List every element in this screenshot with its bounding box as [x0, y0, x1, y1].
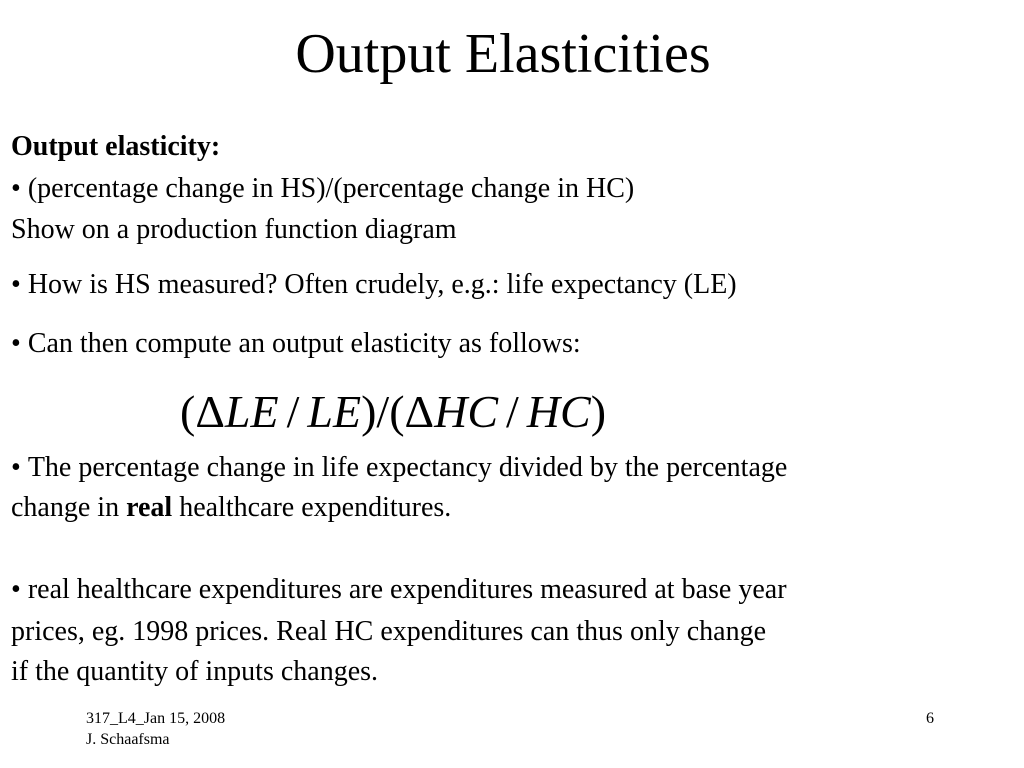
bullet-compute — [11, 324, 1001, 364]
footer-course: 317_L4_Jan 15, 2008 — [86, 710, 226, 727]
section-heading: Output elasticity: — [11, 131, 221, 162]
bullet-marker: • — [11, 328, 21, 359]
bullet-marker: • — [11, 173, 21, 204]
compute-text: Can then compute an output elasticity as follows: — [27, 328, 581, 359]
percentage-change-continuation — [11, 488, 1001, 528]
bullet-measurement — [11, 265, 1001, 305]
formula-open-paren: ( — [389, 386, 405, 437]
bullet-real-expenditures — [11, 570, 1001, 610]
bullet-marker: • — [11, 452, 21, 483]
formula-var-le: LE — [224, 386, 279, 437]
page-number: 6 — [926, 710, 934, 727]
diagram-note: Show on a production function diagram — [11, 214, 457, 245]
formula-var-le: LE — [307, 386, 362, 437]
definition-text: (percentage change in HS)/(percentage change in HC) — [27, 173, 635, 204]
bullet-definition — [11, 169, 1001, 209]
percentage-change-text: The percentage change in life expectancy divided by the percentage — [27, 452, 788, 483]
real-expenditures-text: real healthcare expenditures are expenditures measured at base year — [27, 574, 787, 605]
footer-info — [86, 708, 225, 750]
formula-slash: / — [506, 386, 519, 437]
real-expenditures-line-2: prices, eg. 1998 prices. Real HC expenditures can thus only change — [11, 616, 767, 647]
bullet-marker: • — [11, 269, 21, 300]
emphasis-real: real — [126, 492, 173, 523]
continuation-post: healthcare expenditures. — [172, 492, 452, 523]
formula-open-paren: ( — [180, 386, 196, 437]
formula-close-paren: ) — [590, 386, 607, 437]
formula-delta: Δ — [404, 386, 435, 437]
continuation-pre: change in — [11, 492, 127, 523]
formula-var-hc: HC — [526, 386, 591, 437]
bullet-marker: • — [11, 574, 21, 605]
formula-close-paren: ) — [361, 386, 377, 437]
measurement-text: How is HS measured? Often crudely, e.g.: life expectancy (LE) — [27, 269, 737, 300]
elasticity-formula — [180, 382, 606, 442]
formula-delta: Δ — [195, 386, 225, 437]
slide-title: Output Elasticities — [295, 23, 711, 85]
formula-slash: / — [286, 386, 300, 437]
formula-divide: / — [376, 386, 390, 437]
footer-author: J. Schaafsma — [86, 731, 170, 748]
bullet-percentage-change — [11, 448, 1001, 488]
formula-var-hc: HC — [434, 386, 499, 437]
real-expenditures-line-3: if the quantity of inputs changes. — [11, 656, 379, 687]
